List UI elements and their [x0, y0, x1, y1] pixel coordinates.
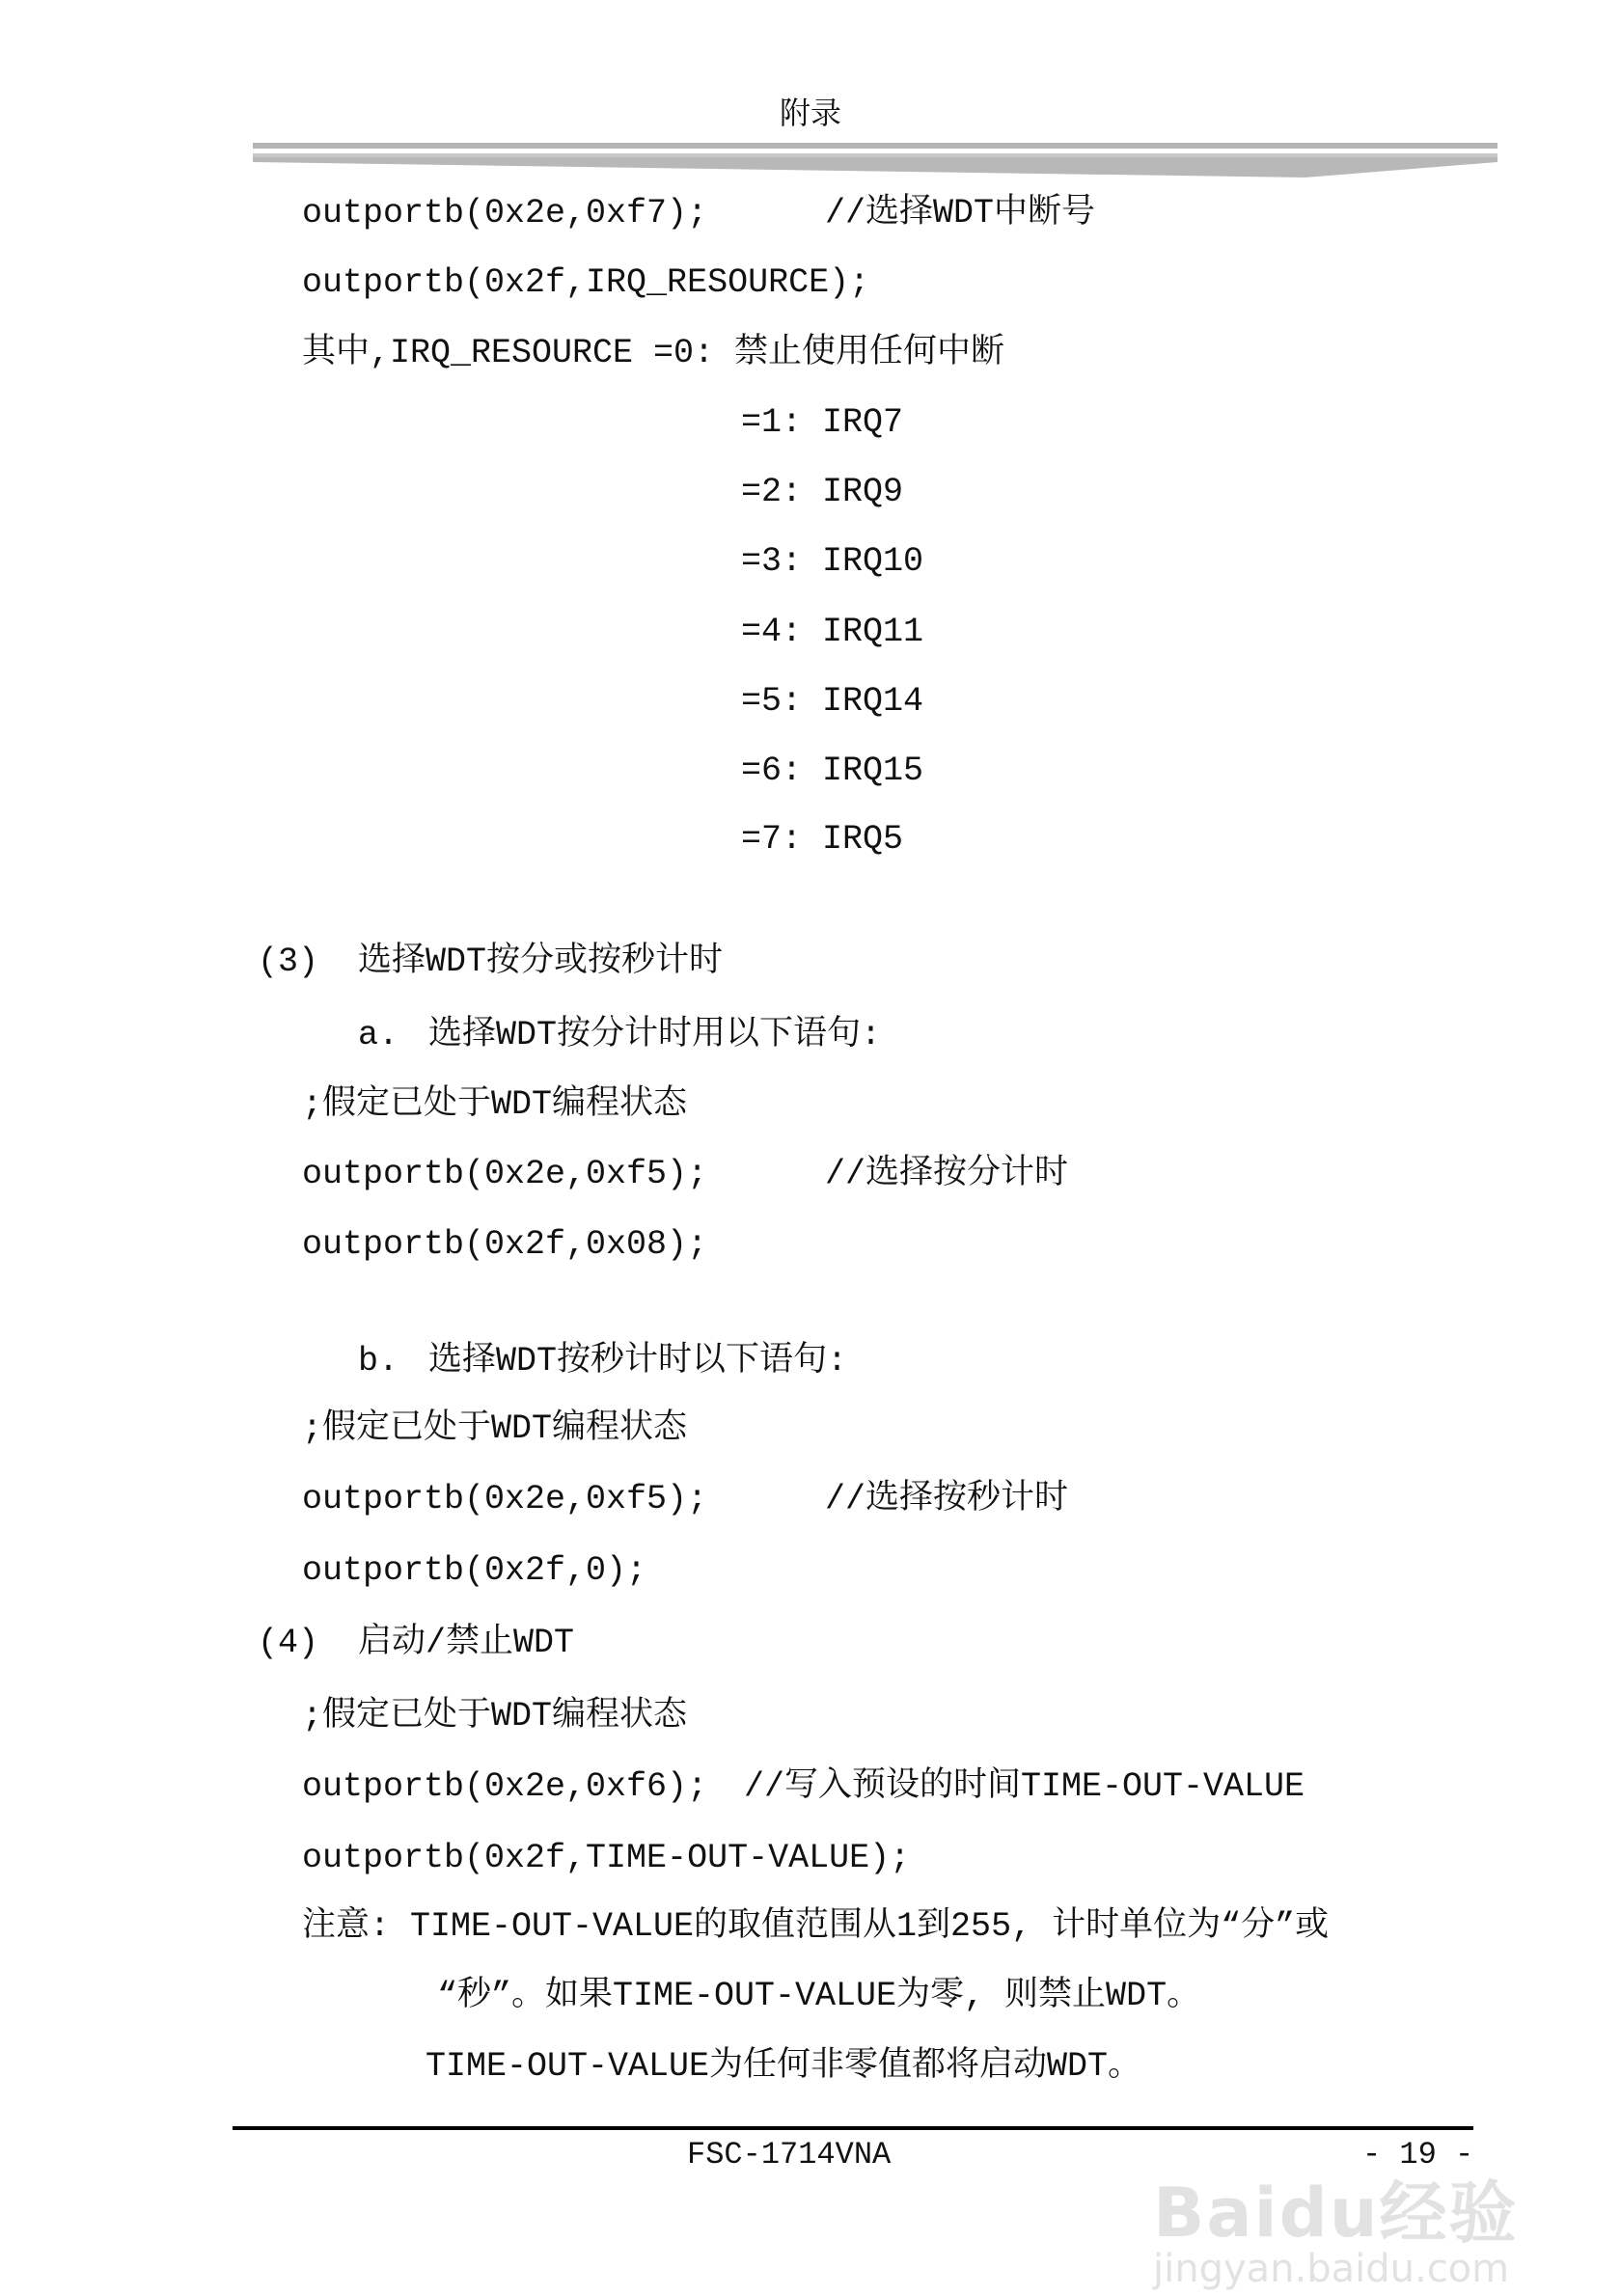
section-number: (3) [258, 943, 319, 981]
page-number: - 19 - [1362, 2137, 1474, 2173]
subsection-title: 选择WDT按分计时用以下语句: [428, 1016, 882, 1054]
watermark-url: jingyan.baidu.com [1153, 2247, 1510, 2291]
option-item: =7: IRQ5 [741, 820, 904, 859]
code-line: outportb(0x2f,TIME-OUT-VALUE); [302, 1839, 911, 1877]
remark-line: “秒”。如果TIME-OUT-VALUE为零, 则禁止WDT。 [437, 1977, 1201, 2015]
option-item: =5: IRQ14 [741, 682, 924, 721]
option-item: =1: IRQ7 [741, 403, 904, 442]
code-note: ;假定已处于WDT编程状态 [302, 1697, 688, 1736]
option-item: =4: IRQ11 [741, 613, 924, 651]
code-note: ;假定已处于WDT编程状态 [302, 1409, 688, 1448]
code-note: ;假定已处于WDT编程状态 [302, 1085, 688, 1124]
code-line: outportb(0x2e,0xf5); [302, 1480, 708, 1518]
option-item: =6: IRQ15 [741, 752, 924, 790]
code-comment: //选择按分计时 [825, 1155, 1069, 1193]
footer-divider [233, 2126, 1473, 2130]
code-comment: //选择WDT中断号 [825, 194, 1096, 232]
code-line: outportb(0x2e,0xf6); [302, 1767, 708, 1806]
watermark-brand: Baidu经验 [1153, 2173, 1519, 2253]
subsection-title: 选择WDT按秒计时以下语句: [428, 1342, 848, 1380]
header-title: 附录 [779, 95, 841, 131]
section-heading: 选择WDT按分或按秒计时 [358, 943, 724, 981]
option-item: =3: IRQ10 [741, 542, 924, 581]
code-line: outportb(0x2f,0); [302, 1551, 647, 1590]
code-comment: //写入预设的时间TIME-OUT-VALUE [744, 1767, 1305, 1806]
footer-model: FSC-1714VNA [687, 2137, 892, 2173]
code-line: outportb(0x2e,0xf7); [302, 194, 708, 232]
watermark-logo [1153, 2173, 1519, 2291]
remark-line: 注意: TIME-OUT-VALUE的取值范围从1到255, 计时单位为“分”或 [302, 1907, 1330, 1946]
header-divider [253, 143, 1497, 181]
code-line: outportb(0x2f,0x08); [302, 1225, 708, 1264]
section-number: (4) [258, 1624, 319, 1662]
subsection-label: b. [358, 1342, 399, 1380]
remark-line: TIME-OUT-VALUE为任何非零值都将启动WDT。 [426, 2047, 1142, 2086]
text-line: 其中,IRQ_RESOURCE =0: 禁止使用任何中断 [302, 334, 1005, 372]
section-heading: 启动/禁止WDT [358, 1624, 575, 1662]
code-comment: //选择按秒计时 [825, 1480, 1069, 1518]
option-item: =2: IRQ9 [741, 473, 904, 511]
subsection-label: a. [358, 1016, 399, 1054]
code-line: outportb(0x2f,IRQ_RESOURCE); [302, 263, 870, 302]
code-line: outportb(0x2e,0xf5); [302, 1155, 708, 1193]
